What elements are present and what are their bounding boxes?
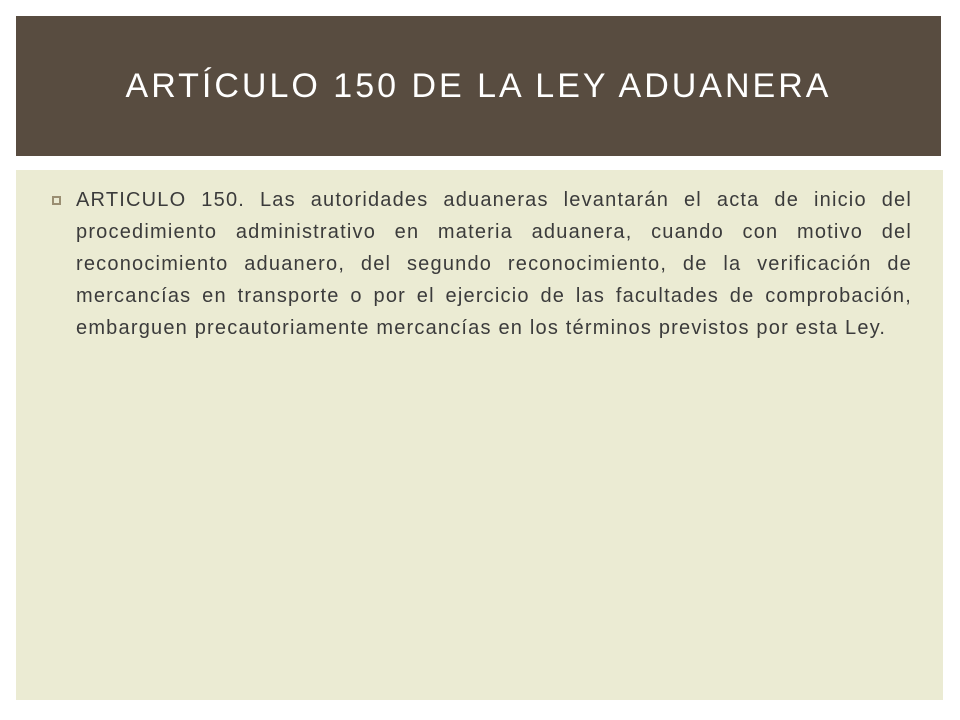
title-bar [16, 16, 941, 156]
bullet-item [76, 184, 912, 344]
bullet-text: ARTICULO 150. Las autoridades aduaneras levantarán el acta de inicio del procedimiento administrativo en materia aduanera, cuando con motivo del reconocimiento aduanero, del segundo reconocimiento, de la verificación de mercancías en transporte o por el ejercicio de las facultades de comprobación, embarguen precautoriamente mercancías en los términos previstos por esta Ley. [76, 189, 912, 339]
square-bullet-icon [52, 196, 61, 205]
content-panel [16, 170, 943, 700]
slide-title: ARTÍCULO 150 DE LA LEY ADUANERA [125, 66, 832, 105]
